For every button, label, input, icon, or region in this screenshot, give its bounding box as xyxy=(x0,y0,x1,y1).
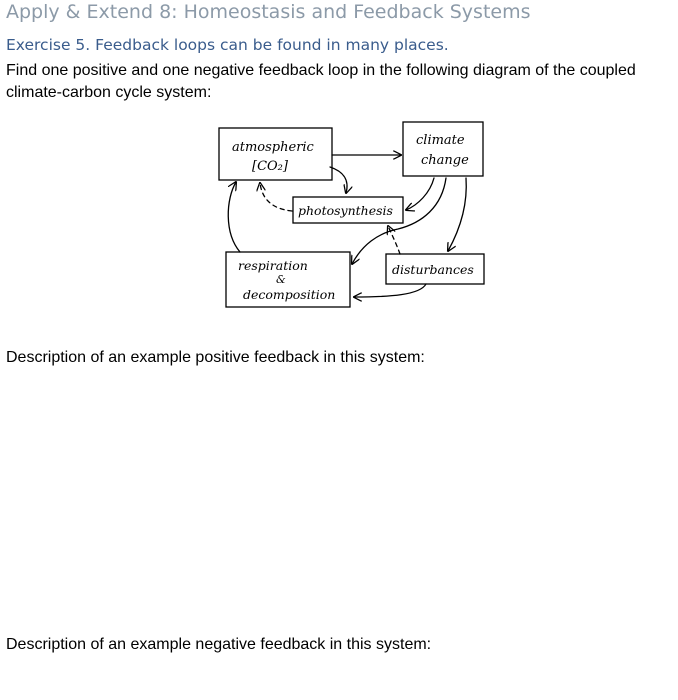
positive-feedback-answer-area[interactable] xyxy=(6,374,670,624)
climate-carbon-diagram xyxy=(210,115,500,315)
disturbances-label: disturbances xyxy=(392,262,474,277)
exercise-heading: Exercise 5. Feedback loops can be found in many places. xyxy=(6,36,449,54)
respiration-decomposition-node xyxy=(226,252,350,307)
co2-label: [CO₂] xyxy=(252,159,288,174)
atmospheric-label: atmospheric xyxy=(232,140,314,155)
climate-label: climate xyxy=(416,133,465,148)
arrow-disturbances-to-respiration xyxy=(354,284,426,297)
atmospheric-co2-node xyxy=(219,128,332,180)
negative-feedback-prompt: Description of an example negative feedback in this system: xyxy=(6,636,432,653)
page-title: Apply & Extend 8: Homeostasis and Feedback Systems xyxy=(6,1,531,23)
arrow-photosynthesis-to-co2 xyxy=(260,183,292,211)
photosynthesis-node xyxy=(293,197,403,223)
ampersand-label: & xyxy=(276,273,286,286)
arrow-climate-to-photosynthesis xyxy=(406,178,434,210)
positive-feedback-prompt: Description of an example positive feedback in this system: xyxy=(6,349,425,366)
exercise-instructions: Find one positive and one negative feedback loop in the following diagram of the coupled climate-carbon cycle system: xyxy=(6,62,636,101)
negative-feedback-answer-area[interactable] xyxy=(6,662,670,696)
respiration-label: respiration xyxy=(238,258,308,273)
arrow-climate-to-disturbances xyxy=(448,178,466,251)
decomposition-label: decomposition xyxy=(243,287,336,302)
arrow-respiration-to-co2 xyxy=(228,182,240,252)
change-label: change xyxy=(421,153,469,168)
photosynthesis-label: photosynthesis xyxy=(298,203,393,218)
climate-change-node xyxy=(403,122,483,176)
disturbances-node xyxy=(386,254,484,284)
